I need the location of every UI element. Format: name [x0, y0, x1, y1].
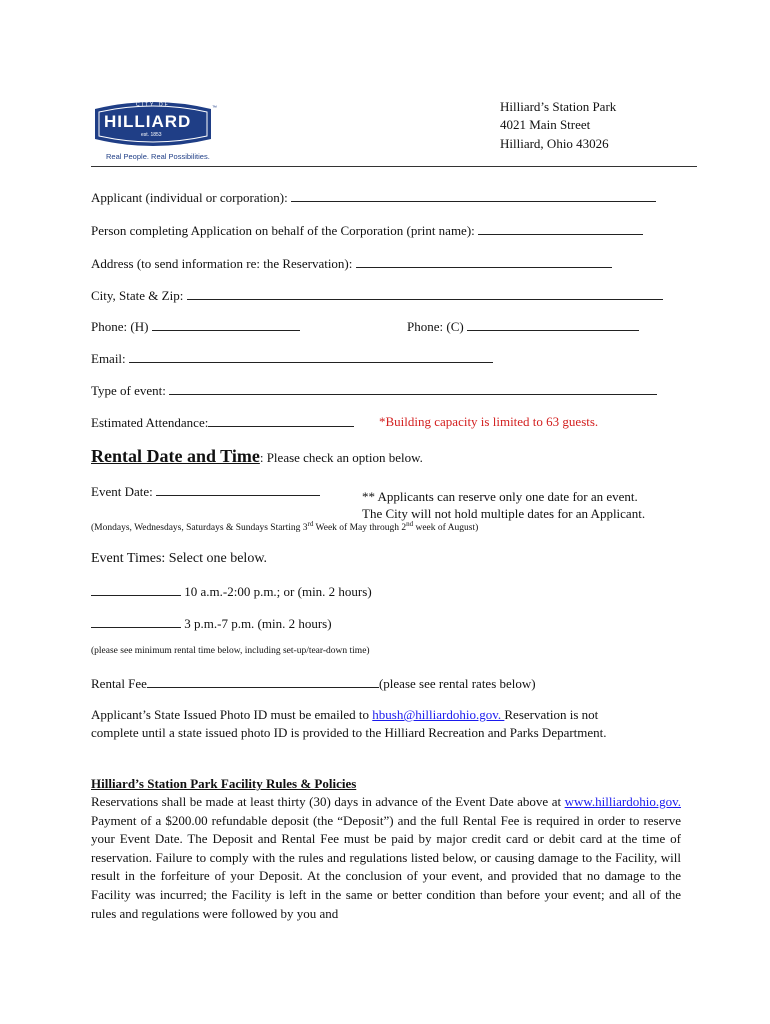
person-label: Person completing Application on behalf of the Corporation (print name): [91, 223, 475, 238]
applicant-field[interactable] [291, 189, 656, 202]
logo-city-of: CITY OF [136, 102, 170, 108]
address-row [91, 255, 612, 272]
time-option-1 [91, 583, 372, 600]
rental-fee-field[interactable] [147, 675, 379, 688]
time-option-1-check[interactable] [91, 583, 181, 596]
photo-id-line-2: complete until a state issued photo ID is provided to the Hilliard Recreation and Parks Department. [91, 725, 607, 740]
email-label: Email: [91, 351, 126, 366]
person-field[interactable] [478, 222, 643, 235]
phone-cell-row [407, 318, 639, 335]
phone-cell-label: Phone: (C) [407, 319, 464, 334]
person-row [91, 222, 643, 239]
hilliard-logo [91, 99, 217, 147]
event-date-row [91, 483, 320, 500]
applicant-row [91, 189, 656, 206]
attendance-label: Estimated Attendance: [91, 415, 209, 430]
website-link[interactable]: www.hilliardohio.gov. [564, 794, 681, 809]
min-rental-note: (please see minimum rental time below, including set-up/tear-down time) [91, 646, 370, 656]
one-date-note: ** Applicants can reserve only one date for an event. [362, 489, 638, 504]
rental-heading-suffix: : Please check an option below. [259, 450, 423, 465]
photo-id-line-1: Applicant’s State Issued Photo ID must be emailed to hbush@hilliardohio.gov. Reservation is not [91, 707, 599, 722]
event-date-label: Event Date: [91, 484, 153, 499]
address-label: Address (to send information re: the Reservation): [91, 256, 353, 271]
park-city: Hilliard, Ohio 43026 [500, 136, 609, 151]
rules-paragraph: Reservations shall be made at least thirty (30) days in advance of the Event Date above at www.hilliardohio.gov. Payment of a $200.00 refundable deposit (the “Deposit”) and the full Rental Fee is required in order to reserve your Event Date. The Deposit and Rental Fee must be paid by major credit card or debit card at the time of reservation. Failure to comply with the rules and regulations listed below, or causing damage to the Facility, will result in the forfeiture of your Deposit. At the conclusion of your event, and provided that no damage to the Facility was incurred; the Facility is left in the same or better condition than before your event; and all of the rules and regulations were followed by you and [91, 794, 681, 921]
rental-fee-row [91, 675, 536, 692]
park-street: 4021 Main Street [500, 117, 591, 132]
logo-trademark: ™ [212, 105, 217, 111]
logo-est: est. 1853 [141, 132, 162, 138]
event-type-label: Type of event: [91, 383, 166, 398]
rental-heading-row [91, 446, 423, 467]
event-times-label: Event Times: Select one below. [91, 551, 268, 566]
city-label: City, State & Zip: [91, 288, 184, 303]
time-option-1-label: 10 a.m.-2:00 p.m.; or (min. 2 hours) [181, 584, 372, 599]
email-link[interactable]: hbush@hilliardohio.gov. [372, 707, 505, 722]
multiple-dates-note: The City will not hold multiple dates for an Applicant. [362, 506, 646, 521]
header-divider [91, 166, 697, 167]
days-note: (Mondays, Wednesdays, Saturdays & Sundays Starting 3rd Week of May through 2nd week of August) [91, 520, 479, 534]
capacity-note: *Building capacity is limited to 63 guests. [379, 414, 599, 429]
phone-home-label: Phone: (H) [91, 319, 149, 334]
time-option-2-label: 3 p.m.-7 p.m. (min. 2 hours) [181, 616, 332, 631]
time-option-2-check[interactable] [91, 615, 181, 628]
city-row [91, 287, 663, 304]
email-field[interactable] [129, 350, 493, 363]
city-field[interactable] [187, 287, 663, 300]
logo-name: HILLIARD [104, 112, 192, 131]
attendance-field[interactable] [208, 414, 354, 427]
applicant-label: Applicant (individual or corporation): [91, 190, 288, 205]
logo-tagline: Real People. Real Possibilities. [106, 152, 210, 161]
rental-fee-note: (please see rental rates below) [378, 676, 536, 691]
rental-heading: Rental Date and Time [91, 446, 260, 466]
attendance-row [91, 414, 354, 431]
phone-home-row [91, 318, 300, 335]
event-type-row [91, 382, 657, 399]
phone-cell-field[interactable] [467, 318, 639, 331]
address-field[interactable] [356, 255, 612, 268]
event-date-field[interactable] [156, 483, 320, 496]
event-type-field[interactable] [169, 382, 657, 395]
rules-title: Hilliard’s Station Park Facility Rules & Policies [91, 776, 357, 791]
time-option-2 [91, 615, 332, 632]
phone-home-field[interactable] [152, 318, 300, 331]
email-row [91, 350, 493, 367]
rental-fee-label: Rental Fee [91, 676, 147, 691]
park-name: Hilliard’s Station Park [500, 99, 617, 114]
